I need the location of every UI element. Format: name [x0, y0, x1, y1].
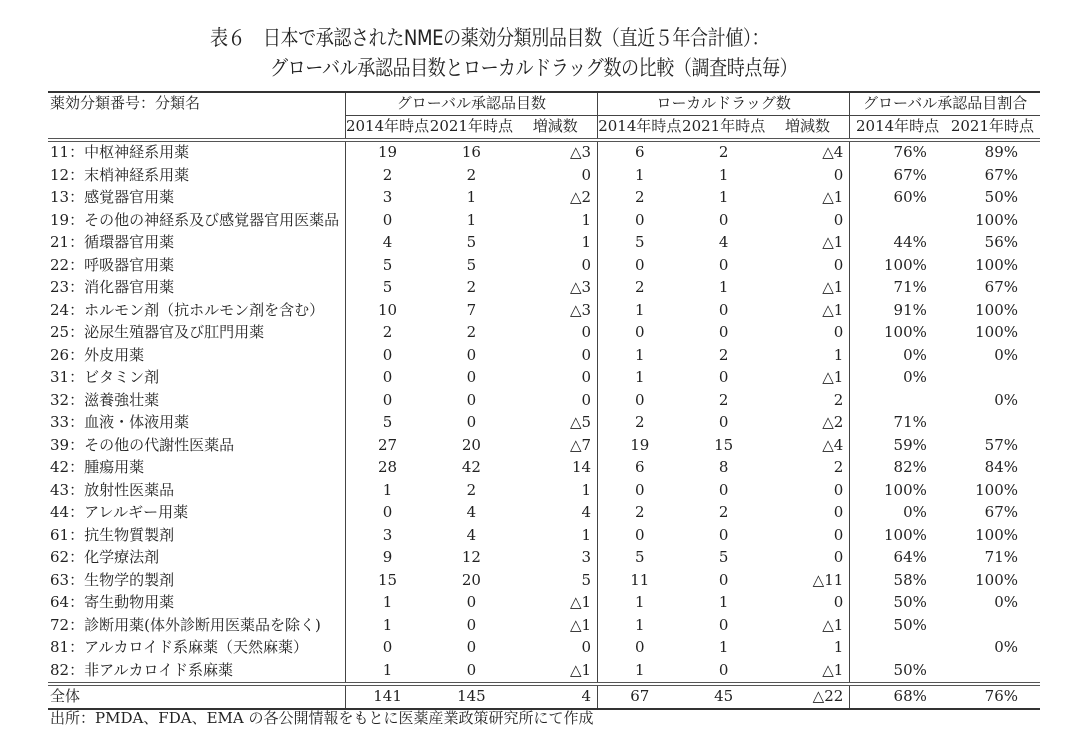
cell-ldiff: 1	[833, 638, 844, 657]
cell-l2021: 0	[718, 615, 729, 634]
table-row	[48, 615, 1040, 638]
cell-g2021: 2	[466, 480, 477, 499]
cell-p2021	[945, 412, 1040, 435]
cell-p2014	[850, 210, 945, 233]
category-name: 12：末梢神経系用薬	[50, 165, 190, 184]
cell-gdiff: △3	[569, 143, 592, 162]
cell-g2021: 0	[466, 593, 477, 612]
cell-gdiff: 0	[581, 638, 592, 657]
cell-ldiff: 0	[833, 480, 844, 499]
cell-l2014: 6	[598, 457, 682, 480]
cell-gdiff: 0	[581, 165, 592, 184]
header-global-diff: 増減数	[532, 117, 578, 136]
cell-l2014: 1	[598, 367, 682, 390]
cell-gdiff: △3	[569, 278, 592, 297]
cell-g2014: 0	[345, 367, 429, 390]
category-name: 33：血液・体液用薬	[50, 413, 190, 432]
cell-g2014: 1	[345, 615, 429, 638]
cell-l2021: 1	[718, 165, 729, 184]
category-name: 11：中枢神経系用薬	[50, 143, 190, 162]
cell-l2014: 2	[598, 412, 682, 435]
cell-p2021: 0%	[994, 345, 1018, 364]
table-row	[48, 345, 1040, 368]
cell-l2014: 11	[598, 570, 682, 593]
cell-p2021: 84%	[984, 458, 1018, 477]
total-ratio-2021: 76%	[984, 687, 1018, 706]
table-row	[48, 547, 1040, 570]
cell-g2014: 3	[345, 187, 429, 210]
header-local-2021: 2021年時点	[682, 117, 766, 136]
cell-p2014: 100%	[850, 322, 945, 345]
cell-ldiff: △1	[822, 368, 844, 387]
cell-l2021: 5	[718, 548, 729, 567]
table-row	[48, 322, 1040, 345]
cell-l2014: 6	[598, 140, 682, 165]
category-name: 23：消化器官用薬	[50, 278, 175, 297]
cell-gdiff: 1	[581, 210, 592, 229]
cell-p2014: 58%	[850, 570, 945, 593]
cell-p2014: 64%	[850, 547, 945, 570]
cell-g2021: 5	[466, 233, 477, 252]
cell-g2021: 0	[466, 413, 477, 432]
cell-p2014	[850, 390, 945, 413]
cell-g2021: 0	[466, 638, 477, 657]
cell-p2021: 67%	[984, 503, 1018, 522]
cell-g2014: 0	[345, 502, 429, 525]
category-name: 44：アレルギー用薬	[50, 503, 189, 522]
category-name: 32：滋養強壮薬	[50, 390, 160, 409]
cell-g2014: 1	[345, 592, 429, 615]
cell-g2014: 5	[345, 255, 429, 278]
cell-ldiff: △1	[822, 188, 844, 207]
cell-gdiff: 14	[571, 458, 592, 477]
cell-l2021: 0	[718, 413, 729, 432]
cell-ldiff: 1	[833, 345, 844, 364]
cell-g2021: 1	[466, 188, 477, 207]
cell-l2014: 0	[598, 322, 682, 345]
cell-g2014: 5	[345, 412, 429, 435]
cell-ldiff: △1	[822, 300, 844, 319]
cell-p2014: 50%	[850, 615, 945, 638]
cell-g2014: 10	[345, 300, 429, 323]
cell-gdiff: 0	[581, 323, 592, 342]
cell-p2014: 100%	[850, 525, 945, 548]
category-name: 31：ビタミン剤	[50, 368, 160, 387]
table-row	[48, 277, 1040, 300]
cell-l2021: 0	[718, 480, 729, 499]
category-name: 19：その他の神経系及び感覚器官用医薬品	[50, 210, 340, 229]
cell-ldiff: △4	[822, 143, 844, 162]
cell-p2014: 59%	[850, 435, 945, 458]
cell-p2014: 44%	[850, 232, 945, 255]
cell-l2014: 0	[598, 390, 682, 413]
category-name: 39：その他の代謝性医薬品	[50, 435, 235, 454]
cell-ldiff: △4	[822, 435, 844, 454]
cell-l2021: 0	[718, 570, 729, 589]
cell-gdiff: 1	[581, 480, 592, 499]
cell-p2021: 100%	[975, 323, 1018, 342]
cell-l2021: 0	[718, 323, 729, 342]
cell-l2021: 4	[718, 233, 729, 252]
total-ratio-2014: 68%	[850, 684, 945, 709]
table-row	[48, 165, 1040, 188]
cell-l2021: 0	[718, 525, 729, 544]
table-row	[48, 525, 1040, 548]
category-name: 62：化学療法剤	[50, 548, 160, 567]
cell-g2014: 2	[345, 322, 429, 345]
cell-g2021: 12	[461, 548, 481, 567]
cell-l2014: 5	[598, 547, 682, 570]
cell-gdiff: 3	[581, 548, 592, 567]
cell-gdiff: 5	[581, 570, 592, 589]
cell-ldiff: 2	[833, 390, 844, 409]
table-row	[48, 480, 1040, 503]
cell-l2021: 1	[718, 278, 729, 297]
header-ratio-2014: 2014年時点	[850, 116, 945, 141]
cell-g2014: 27	[345, 435, 429, 458]
cell-g2014: 2	[345, 165, 429, 188]
category-name: 64：寄生動物用薬	[50, 593, 175, 612]
cell-p2014: 76%	[850, 140, 945, 165]
header-category: 薬効分類番号：分類名	[50, 94, 201, 112]
cell-ldiff: 0	[833, 503, 844, 522]
cell-p2014: 50%	[850, 592, 945, 615]
cell-p2014: 0%	[850, 367, 945, 390]
cell-g2021: 42	[461, 458, 481, 477]
cell-g2014: 3	[345, 525, 429, 548]
header-group-ratio: グローバル承認品目割合	[850, 92, 1040, 116]
cell-p2021: 100%	[975, 570, 1018, 589]
cell-p2021: 56%	[984, 233, 1018, 252]
cell-gdiff: △1	[569, 593, 592, 612]
cell-p2014: 0%	[850, 345, 945, 368]
table-row	[48, 367, 1040, 390]
cell-p2021: 100%	[975, 480, 1018, 499]
cell-l2014: 0	[598, 255, 682, 278]
cell-g2014: 15	[345, 570, 429, 593]
title-line-2: グローバル承認品目数とローカルドラッグ数の比較（調査時点毎）	[270, 56, 798, 80]
cell-gdiff: 0	[581, 255, 592, 274]
cell-g2021: 1	[466, 210, 477, 229]
cell-ldiff: 0	[833, 165, 844, 184]
cell-gdiff: △1	[569, 660, 592, 679]
cell-gdiff: △5	[569, 413, 592, 432]
cell-l2014: 1	[598, 300, 682, 323]
cell-p2014: 67%	[850, 165, 945, 188]
table-row	[48, 412, 1040, 435]
cell-l2014: 2	[598, 502, 682, 525]
title-line-1: 表６ 日本で承認されたNMEの薬効分類別品目数（直近５年合計値）：	[210, 26, 770, 50]
table-row	[48, 210, 1040, 233]
cell-p2021: 100%	[975, 525, 1018, 544]
header-local-diff: 増減数	[784, 117, 830, 136]
cell-p2021: 100%	[975, 255, 1018, 274]
category-name: 81：アルカロイド系麻薬（天然麻薬）	[50, 638, 309, 657]
cell-p2014: 60%	[850, 187, 945, 210]
cell-g2021: 2	[466, 278, 477, 297]
total-row	[48, 684, 1040, 709]
table-row	[48, 232, 1040, 255]
cell-ldiff: △1	[822, 278, 844, 297]
cell-ldiff: 0	[833, 548, 844, 567]
table-row	[48, 570, 1040, 593]
cell-g2021: 4	[466, 503, 477, 522]
cell-g2021: 7	[466, 300, 477, 319]
cell-p2021: 0%	[994, 638, 1018, 657]
cell-g2014: 1	[345, 480, 429, 503]
cell-g2021: 20	[461, 435, 481, 454]
cell-g2021: 2	[466, 165, 477, 184]
cell-l2021: 2	[718, 143, 729, 162]
cell-p2014: 82%	[850, 457, 945, 480]
cell-l2014: 1	[598, 345, 682, 368]
cell-l2021: 0	[718, 255, 729, 274]
cell-p2021: 0%	[994, 593, 1018, 612]
table-row	[48, 390, 1040, 413]
cell-l2021: 0	[718, 300, 729, 319]
cell-l2014: 2	[598, 277, 682, 300]
cell-p2014: 50%	[850, 660, 945, 685]
cell-g2021: 2	[466, 323, 477, 342]
cell-p2014	[850, 637, 945, 660]
table-row	[48, 660, 1040, 685]
header-group-global: グローバル承認品目数	[345, 92, 597, 116]
cell-g2021: 20	[461, 570, 481, 589]
cell-gdiff: 4	[581, 503, 592, 522]
cell-l2021: 15	[714, 435, 734, 454]
category-name: 21：循環器官用薬	[50, 233, 175, 252]
header-ratio-2021: 2021年時点	[950, 117, 1035, 136]
cell-g2014: 0	[345, 390, 429, 413]
cell-gdiff: △1	[569, 615, 592, 634]
table-row	[48, 140, 1040, 165]
table-body	[48, 140, 1040, 684]
cell-l2021: 0	[718, 368, 729, 387]
category-name: 25：泌尿生殖器官及び肛門用薬	[50, 323, 265, 342]
cell-p2021	[945, 367, 1040, 390]
cell-p2021: 71%	[984, 548, 1018, 567]
cell-g2014: 0	[345, 210, 429, 233]
cell-l2014: 2	[598, 187, 682, 210]
cell-gdiff: 0	[581, 345, 592, 364]
cell-p2021: 0%	[994, 390, 1018, 409]
table-row	[48, 300, 1040, 323]
cell-p2021: 67%	[984, 278, 1018, 297]
cell-l2021: 1	[718, 188, 729, 207]
cell-g2014: 19	[345, 140, 429, 165]
header-local-2014: 2014年時点	[598, 116, 682, 141]
table-row	[48, 637, 1040, 660]
table-row	[48, 592, 1040, 615]
total-global-2014: 141	[345, 684, 429, 709]
cell-p2014: 0%	[850, 502, 945, 525]
cell-ldiff: △2	[822, 413, 844, 432]
header-row-groups	[48, 92, 1040, 116]
cell-ldiff: 0	[833, 210, 844, 229]
cell-gdiff: △3	[569, 300, 592, 319]
cell-gdiff: 0	[581, 390, 592, 409]
cell-g2014: 0	[345, 345, 429, 368]
cell-g2021: 5	[466, 255, 477, 274]
cell-g2021: 0	[466, 368, 477, 387]
cell-l2021: 2	[718, 503, 729, 522]
cell-p2021: 50%	[984, 188, 1018, 207]
cell-p2021: 89%	[984, 143, 1018, 162]
total-local-2014: 67	[598, 684, 682, 709]
cell-l2021: 2	[718, 390, 729, 409]
total-local-diff: △22	[812, 687, 844, 706]
cell-ldiff: 0	[833, 323, 844, 342]
total-local-2021: 45	[714, 687, 734, 706]
cell-ldiff: 0	[833, 525, 844, 544]
category-name: 63：生物学的製剤	[50, 570, 175, 589]
header-global-2014: 2014年時点	[345, 116, 429, 141]
total-global-2021: 145	[457, 687, 486, 706]
cell-g2014: 0	[345, 637, 429, 660]
cell-g2021: 4	[466, 525, 477, 544]
category-name: 82：非アルカロイド系麻薬	[50, 660, 234, 679]
cell-p2021	[945, 615, 1040, 638]
cell-ldiff: 2	[833, 458, 844, 477]
cell-g2014: 5	[345, 277, 429, 300]
cell-ldiff: △1	[822, 233, 844, 252]
cell-l2014: 0	[598, 210, 682, 233]
cell-p2021: 57%	[984, 435, 1018, 454]
cell-g2021: 0	[466, 345, 477, 364]
table-row	[48, 255, 1040, 278]
cell-g2021: 0	[466, 660, 477, 679]
cell-p2014: 100%	[850, 255, 945, 278]
cell-p2014: 91%	[850, 300, 945, 323]
cell-p2014: 100%	[850, 480, 945, 503]
cell-l2014: 1	[598, 660, 682, 685]
category-name: 26：外皮用薬	[50, 345, 145, 364]
cell-g2021: 0	[466, 390, 477, 409]
cell-g2021: 16	[461, 143, 481, 162]
header-global-2021: 2021年時点	[429, 117, 513, 136]
cell-l2021: 8	[718, 458, 729, 477]
cell-g2014: 28	[345, 457, 429, 480]
cell-p2021	[945, 660, 1040, 685]
cell-l2021: 0	[718, 210, 729, 229]
table-row	[48, 187, 1040, 210]
cell-g2021: 0	[466, 615, 477, 634]
total-global-diff: 4	[581, 687, 592, 706]
category-name: 24：ホルモン剤（抗ホルモン剤を含む）	[50, 300, 325, 319]
category-name: 13：感覚器官用薬	[50, 188, 175, 207]
cell-l2014: 1	[598, 615, 682, 638]
category-name: 42：腫瘍用薬	[50, 458, 145, 477]
cell-gdiff: 1	[581, 525, 592, 544]
cell-gdiff: 0	[581, 368, 592, 387]
cell-g2014: 4	[345, 232, 429, 255]
cell-ldiff: 0	[833, 255, 844, 274]
cell-p2021: 100%	[975, 210, 1018, 229]
cell-l2014: 0	[598, 637, 682, 660]
cell-g2014: 1	[345, 660, 429, 685]
cell-p2021: 100%	[975, 300, 1018, 319]
table-row	[48, 457, 1040, 480]
cell-g2014: 9	[345, 547, 429, 570]
table-row	[48, 502, 1040, 525]
cell-ldiff: △1	[822, 660, 844, 679]
cell-ldiff: △1	[822, 615, 844, 634]
cell-p2014: 71%	[850, 277, 945, 300]
category-name: 61：抗生物質製剤	[50, 525, 175, 544]
source-note: 出所：PMDA、FDA、EMA の各公開情報をもとに医薬産業政策研究所にて作成	[50, 709, 594, 727]
cell-gdiff: △2	[569, 188, 592, 207]
nme-category-table	[48, 91, 1040, 710]
category-name: 43：放射性医薬品	[50, 480, 175, 499]
cell-l2014: 5	[598, 232, 682, 255]
cell-ldiff: △11	[812, 570, 844, 589]
cell-l2014: 0	[598, 525, 682, 548]
cell-l2021: 1	[718, 638, 729, 657]
cell-p2014: 71%	[850, 412, 945, 435]
category-name: 22：呼吸器官用薬	[50, 255, 175, 274]
cell-p2021: 67%	[984, 165, 1018, 184]
cell-gdiff: 1	[581, 233, 592, 252]
category-name: 72：診断用薬(体外診断用医薬品を除く)	[50, 615, 321, 634]
cell-l2014: 1	[598, 592, 682, 615]
cell-ldiff: 0	[833, 593, 844, 612]
table-row	[48, 435, 1040, 458]
header-group-local: ローカルドラッグ数	[598, 92, 850, 116]
cell-gdiff: △7	[569, 435, 592, 454]
cell-l2014: 1	[598, 165, 682, 188]
cell-l2021: 0	[718, 660, 729, 679]
cell-l2014: 0	[598, 480, 682, 503]
total-label: 全体	[50, 687, 81, 706]
cell-l2014: 19	[598, 435, 682, 458]
cell-l2021: 1	[718, 593, 729, 612]
cell-l2021: 2	[718, 345, 729, 364]
